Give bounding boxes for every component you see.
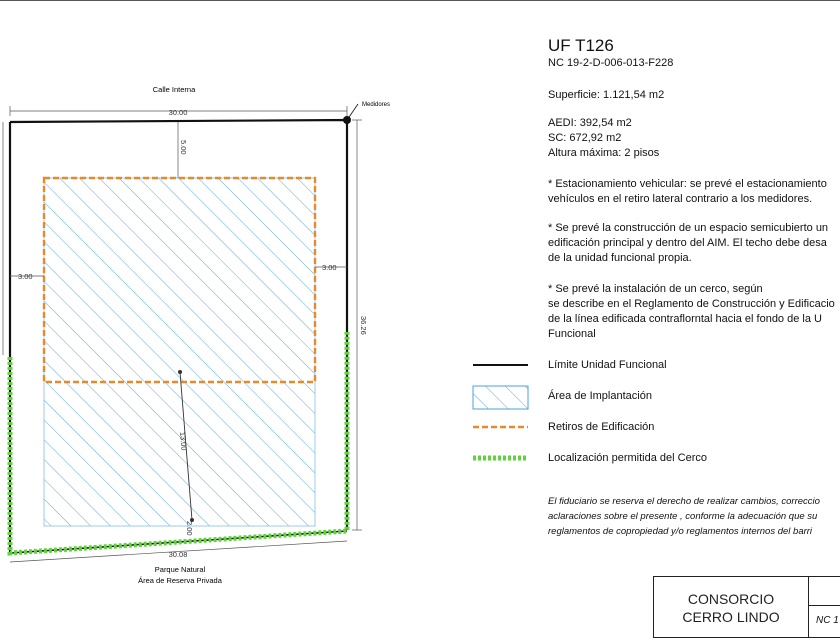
disclaimer-line1: El fiduciario se reserva el derecho de realizar cambios, correccio	[548, 496, 820, 507]
dim-right-side-label: 36.26	[359, 316, 368, 335]
note3-line4: Funcional	[548, 328, 596, 340]
note3-line1: * Se prevé la instalación de un cerco, según	[548, 283, 763, 295]
dim-fence-offset-label: 2.00	[185, 521, 194, 536]
note1-line1: * Estacionamiento vehicular: se prevé el estacionamiento	[548, 178, 827, 190]
dim-left-setback-label: 3.00	[18, 272, 33, 281]
legend-fence-label: Localización permitida del Cerco	[548, 452, 707, 464]
legend-setback-label: Retiros de Edificación	[548, 421, 655, 433]
note3-line2: se describe en el Reglamento de Construcción y Edificacio	[548, 298, 835, 310]
top-street-label: Calle Interna	[152, 85, 196, 94]
dim-rear-setback-label: 13.00	[178, 431, 189, 451]
implantation-area	[44, 178, 315, 526]
dim-right-setback-label: 3.00	[322, 263, 337, 272]
note2-line1: * Se prevé la construcción de un espacio semicubierto un	[548, 222, 829, 234]
nc-code: NC 19-2-D-006-013-F228	[548, 57, 674, 69]
superficie: Superficie: 1.121,54 m2	[548, 89, 665, 101]
medidores-label: Medidores	[362, 102, 391, 108]
title-block-line1: CONSORCIO	[687, 591, 775, 607]
note1-line2: vehículos en el retiro lateral contrario a los medidores.	[548, 193, 813, 205]
title-block-nc: NC 1	[816, 615, 839, 626]
dim-top-label: 30.00	[168, 108, 188, 117]
altura: Altura máxima: 2 pisos	[548, 147, 660, 159]
disclaimer-line2: aclaraciones sobre el presente , conforme la adecuación que su	[548, 511, 818, 522]
disclaimer-line3: reglamentos de copropiedad y/o reglamentos internos del barri	[548, 526, 813, 537]
dim-front-setback-label: 5.00	[179, 140, 188, 155]
note3-line3: de la línea edificada contraflorntal hacia el fondo de la U	[548, 313, 822, 325]
note2-line2: edificación principal y dentro del AIM. El techo debe desa	[548, 237, 827, 249]
bottom-area-label-1: Parque Natural	[154, 565, 206, 574]
legend-boundary-label: Límite Unidad Funcional	[548, 359, 667, 371]
legend-implantation-swatch	[473, 386, 528, 409]
note2-line3: de la unidad funcional propia.	[548, 252, 692, 264]
unit-title: UF T126	[548, 36, 614, 55]
title-block-line2: CERRO LINDO	[682, 609, 780, 625]
dim-bottom-label: 30.08	[168, 550, 188, 559]
title-block	[653, 576, 840, 638]
bottom-area-label-2: Área de Reserva Privada	[138, 576, 222, 585]
sc: SC: 672,92 m2	[548, 132, 622, 144]
aedi: AEDI: 392,54 m2	[548, 117, 632, 129]
legend-implantation-label: Área de Implantación	[548, 390, 652, 402]
